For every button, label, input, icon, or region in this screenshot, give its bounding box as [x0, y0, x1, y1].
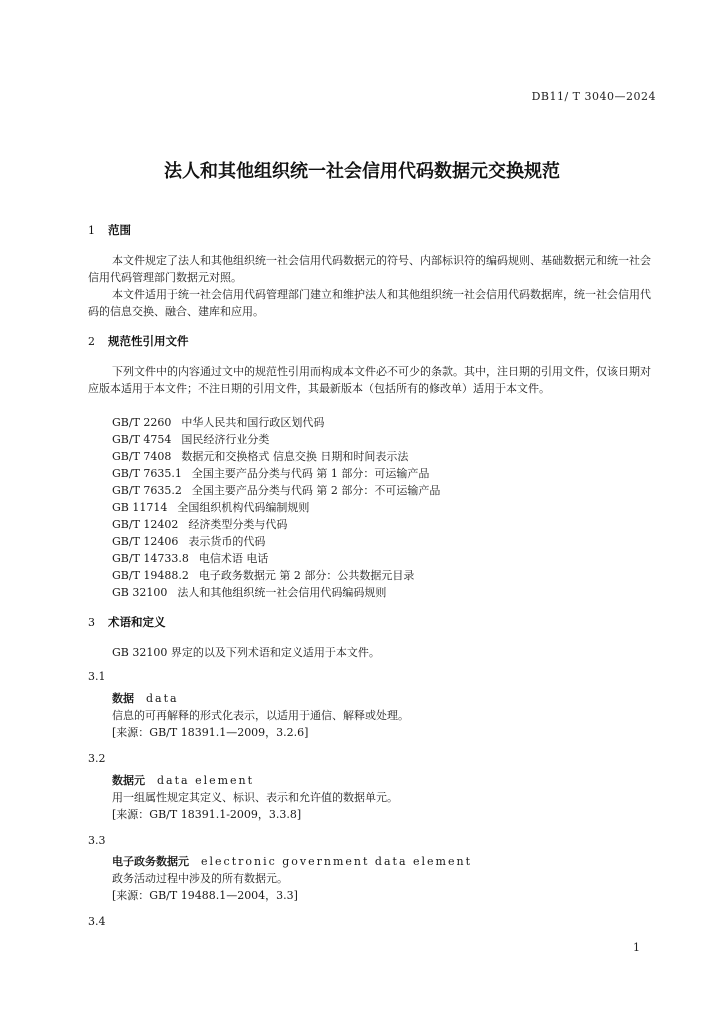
term-source: [来源：GB/T 18391.1-2009，3.3.8] [112, 808, 302, 821]
reference-title: 全国主要产品分类与代码 第 1 部分：可运输产品 [191, 467, 430, 480]
reference-item [112, 551, 268, 566]
reference-code: GB/T 2260 [112, 416, 172, 429]
reference-title: 全国组织机构代码编制规则 [177, 501, 310, 514]
reference-code: GB/T 7635.2 [112, 484, 182, 497]
section-title: 术语和定义 [108, 615, 166, 629]
section-heading [88, 333, 189, 349]
section-number: 2 [88, 335, 95, 348]
paragraph: 本文件规定了法人和其他组织统一社会信用代码数据元的符号、内部标识符的编码规则、基础数据元和统一社会信用代码管理部门数据元对照。 [88, 254, 651, 284]
term-number: 3.2 [88, 752, 106, 765]
section-heading [88, 614, 166, 630]
term-number: 3.3 [88, 834, 106, 847]
section-number: 1 [88, 224, 95, 237]
reference-code: GB/T 7635.1 [112, 467, 182, 480]
term-number: 3.4 [88, 915, 106, 928]
paragraph: 下列文件中的内容通过文中的规范性引用而构成本文件必不可少的条款。其中，注日期的引用文件，仅该日期对应版本适用于本文件；不注日期的引用文件，其最新版本（包括所有的修改单）适用于本文件。 [88, 365, 651, 395]
reference-title: 表示货币的代码 [188, 535, 266, 548]
paragraph: 本文件适用于统一社会信用代码管理部门建立和维护法人和其他组织统一社会信用代码数据库，统一社会信用代码的信息交换、融合、建库和应用。 [88, 288, 651, 318]
reference-item [112, 517, 287, 532]
term-name [112, 690, 179, 707]
reference-code: GB/T 4754 [112, 433, 172, 446]
term-definition: 用一组属性规定其定义、标识、表示和允许值的数据单元。 [112, 791, 398, 804]
reference-code: GB 32100 [112, 586, 168, 599]
page-number: 1 [633, 941, 640, 954]
term-source: [来源：GB/T 18391.1—2009，3.2.6] [112, 726, 309, 739]
reference-title: 国民经济行业分类 [181, 433, 270, 446]
section-title: 规范性引用文件 [108, 334, 189, 348]
term-name [112, 772, 254, 789]
term-name [112, 853, 472, 870]
reference-code: GB/T 19488.2 [112, 569, 189, 582]
reference-title: 经济类型分类与代码 [188, 518, 288, 531]
section-heading [88, 222, 131, 238]
reference-code: GB 11714 [112, 501, 168, 514]
paragraph: GB 32100 界定的以及下列术语和定义适用于本文件。 [112, 646, 380, 659]
reference-item [112, 568, 414, 583]
section-title: 范围 [108, 223, 131, 237]
term-name-en: data element [157, 774, 255, 787]
reference-title: 全国主要产品分类与代码 第 2 部分：不可运输产品 [191, 484, 441, 497]
reference-title: 法人和其他组织统一社会信用代码编码规则 [177, 586, 387, 599]
reference-item [112, 449, 408, 464]
reference-item [112, 483, 440, 498]
reference-item [112, 500, 309, 515]
term-name-en: data [146, 692, 179, 705]
term-definition: 政务活动过程中涉及的所有数据元。 [112, 872, 288, 885]
standard-code: DB11/ T 3040—2024 [531, 90, 656, 103]
document-title: 法人和其他组织统一社会信用代码数据元交换规范 [164, 161, 560, 182]
reference-title: 电子政务数据元 第 2 部分：公共数据元目录 [198, 569, 415, 582]
term-name-en: electronic government data element [201, 855, 472, 868]
reference-code: GB/T 12402 [112, 518, 179, 531]
reference-item [112, 466, 429, 481]
term-name-zh: 电子政务数据元 [112, 855, 189, 868]
reference-code: GB/T 12406 [112, 535, 179, 548]
term-source: [来源：GB/T 19488.1—2004，3.3] [112, 889, 298, 902]
reference-code: GB/T 14733.8 [112, 552, 189, 565]
reference-title: 中华人民共和国行政区划代码 [181, 416, 325, 429]
term-definition: 信息的可再解释的形式化表示，以适用于通信、解释或处理。 [112, 709, 409, 722]
term-number: 3.1 [88, 670, 106, 683]
term-name-zh: 数据 [112, 692, 134, 705]
reference-title: 电信术语 电话 [198, 552, 269, 565]
reference-item [112, 585, 386, 600]
reference-title: 数据元和交换格式 信息交换 日期和时间表示法 [181, 450, 409, 463]
reference-item [112, 534, 265, 549]
reference-item [112, 432, 269, 447]
reference-item [112, 415, 324, 430]
section-number: 3 [88, 616, 95, 629]
term-name-zh: 数据元 [112, 774, 145, 787]
reference-code: GB/T 7408 [112, 450, 172, 463]
